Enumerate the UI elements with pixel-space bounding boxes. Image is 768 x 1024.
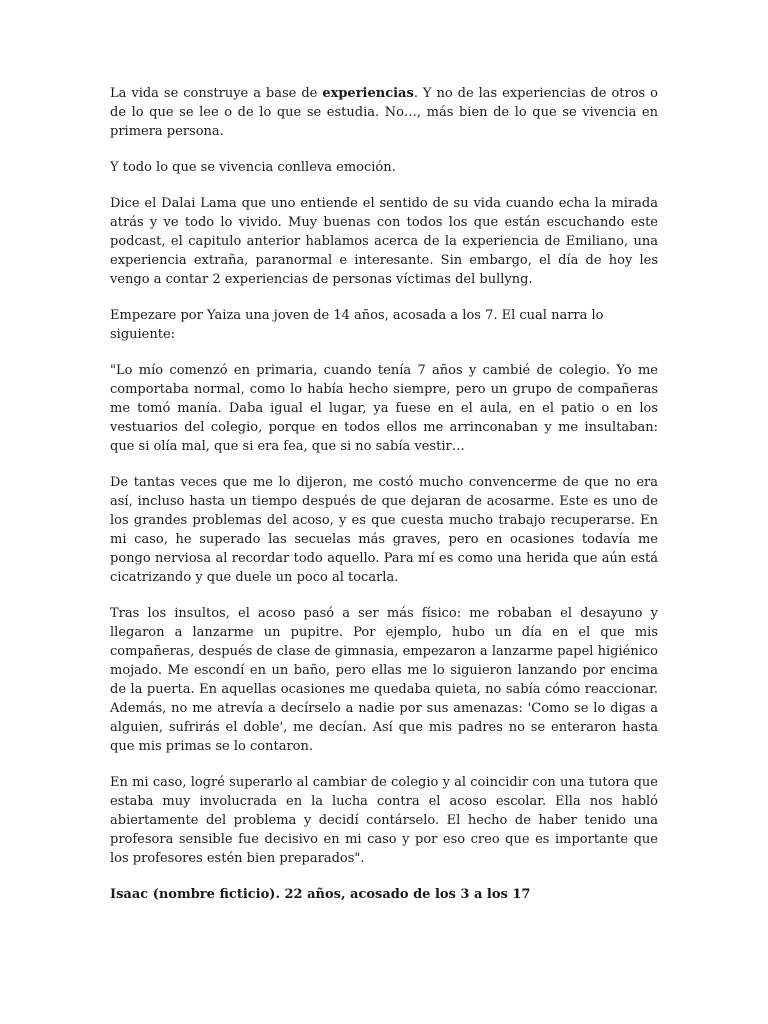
section-heading-isaac: Isaac (nombre ficticio). 22 años, acosado de los 3 a los 17 (110, 887, 531, 902)
paragraph-dalai-lama: Dice el Dalai Lama que uno entiende el sentido de su vida cuando echa la mirada atrás y ve todo lo vivido. Muy buenas con todos los que están escuchando este podcast, el capitulo anterior hablamos acerca de la experiencia de Emiliano, una experiencia extraña, paranormal e interesante. Sin embargo, el día de hoy les vengo a contar 2 experiencias de personas víctimas del bullyng. (110, 196, 658, 287)
paragraph-yaiza-quote-1: "Lo mío comenzó en primaria, cuando tenía 7 años y cambié de colegio. Yo me comportaba normal, como lo había hecho siempre, pero un grupo de compañeras me tomó manía. Daba igual el lugar, ya fuese en el aula, en el patio o en los vestuarios del colegio, porque en todos ellos me arrinconaban y me insultaban: que si olía mal, que si era fea, que si no sabía vestir… (110, 363, 658, 454)
paragraph-yaiza-quote-2: De tantas veces que me lo dijeron, me costó mucho convencerme de que no era así, incluso hasta un tiempo después de que dejaran de acosarme. Este es uno de los grandes problemas del acoso, y es que cuesta mucho trabajo recuperarse. En mi caso, he superado las secuelas más graves, pero en ocasiones todavía me pongo nerviosa al recordar todo aquello. Para mí es como una herida que aún está cicatrizando y que duele un poco al tocarla. (110, 475, 658, 585)
paragraph-intro (110, 84, 658, 141)
paragraph-yaiza-quote-3: Tras los insultos, el acoso pasó a ser más físico: me robaban el desayuno y llegaron a lanzarme un pupitre. Por ejemplo, hubo un día en el que mis compañeras, después de clase de gimnasia, empezaron a lanzarme papel higiénico mojado. Me escondí en un baño, pero ellas me lo siguieron lanzando por encima de la puerta. En aquellas ocasiones me quedaba quieta, no sabía cómo reaccionar. Además, no me atrevía a decírselo a nadie por sus amenazas: 'Como se lo digas a alguien, sufrirás el doble', me decían. Así que mis padres no se enteraron hasta que mis primas se lo contaron. (110, 606, 658, 754)
paragraph-emotion: Y todo lo que se vivencia conlleva emoción. (110, 160, 396, 175)
paragraph-yaiza-quote-4: En mi caso, logré superarlo al cambiar de colegio y al coincidir con una tutora que estaba muy involucrada en la lucha contra el acoso escolar. Ella nos habló abiertamente del problema y decidí contárselo. El hecho de haber tenido una profesora sensible fue decisivo en mi caso y por eso creo que es importante que los profesores estén bien preparados". (110, 775, 658, 866)
paragraph-intro-end: . Y no de las experiencias de otros o de lo que se lee o de lo que se estudia. No…, más bien de lo que se vivencia en primera persona. (110, 86, 659, 139)
paragraph-intro-start: La vida se construye a base de (110, 86, 323, 101)
emphasis-experiencias: experiencias (322, 86, 414, 101)
paragraph-yaiza-intro: Empezare por Yaiza una joven de 14 años, acosada a los 7. El cual narra lo siguiente: (110, 308, 604, 342)
document-body (110, 84, 658, 904)
